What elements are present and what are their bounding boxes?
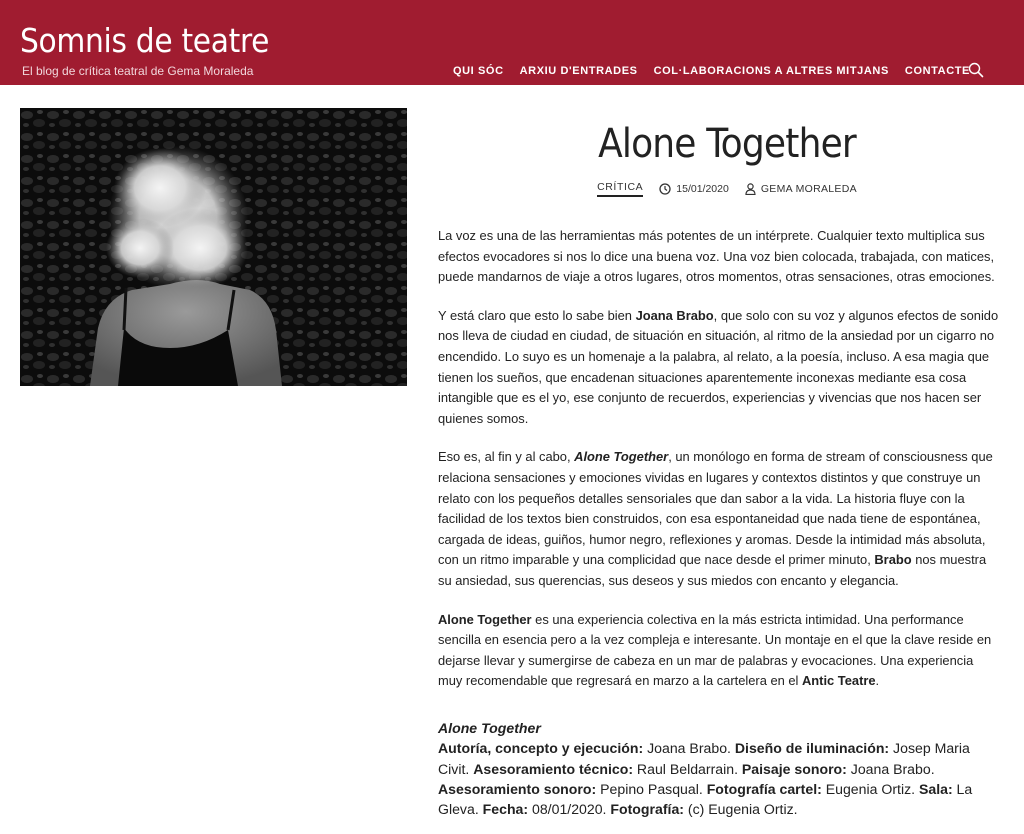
site-header	[0, 0, 1024, 85]
credit-line: Diseño de iluminación: Josep Maria Civit.	[438, 740, 970, 777]
post-author	[745, 183, 857, 195]
post-date-text[interactable]: 15/01/2020	[676, 183, 729, 195]
nav-item-collaboracions[interactable]: COL·LABORACIONS A ALTRES MITJANS	[653, 65, 889, 77]
nav-item-arxiu[interactable]: ARXIU D'ENTRADES	[519, 65, 638, 77]
nav-item-contacte[interactable]: CONTACTE	[904, 65, 970, 77]
paragraph-3: Eso es, al fin y al cabo, Alone Together, un monólogo en forma de stream of consciousness que relaciona sensaciones y emociones vividas en lugares y contextos distintos y que construye un relato con los pequeños detalles sensoriales que dan sabor a la vida. La historia fluye con la facilidad de los textos bien construidos, con esa espontaneidad que nada tiene de espontánea, cargada de ideas, guiños, humor negro, reflexiones y aromas. Desde la intimidad más absoluta, con un ritmo imparable y una complicidad que nace desde el primer minuto, Brabo nos muestra su ansiedad, sus querencias, sus deseos y sus miedos con encanto y elegancia.	[438, 449, 993, 588]
credit-line: Fecha: 08/01/2020.	[482, 801, 611, 818]
paragraph-1: La voz es una de las herramientas más potentes de un intérprete. Cualquier texto multiplica sus efectos evocadores si nos lo dice una buena voz. Una voz bien colocada, trabajada, con matices, puede mandarnos de viaje a otros lugares, otros momentos, otras sensaciones, otras emociones.	[438, 228, 995, 285]
site-title-link[interactable]: Somnis de teatre	[20, 21, 270, 60]
post-date	[659, 183, 729, 195]
credit-line: Sala: La Gleva.	[438, 780, 973, 818]
user-icon	[745, 183, 756, 195]
nav-item-qui-soc[interactable]: QUI SÓC	[452, 65, 504, 77]
main-nav	[453, 64, 970, 78]
search-icon[interactable]	[968, 62, 984, 78]
post-title: Alone Together	[598, 121, 856, 167]
paragraph-4: Alone Together es una experiencia colectiva en la más estricta intimidad. Una performance sencilla en esencia pero a la vez compleja e interesante. Un montaje en el que la clave reside en dejarse llevar y sumergirse de cabeza en un mar de palabras y evocaciones. Una experiencia muy recomendable que regresará en marzo a la cartelera en el Antic Teatre.	[438, 611, 992, 689]
credits-block	[438, 718, 998, 819]
clock-icon	[659, 183, 671, 195]
post-author-name[interactable]: GEMA MORALEDA	[760, 183, 857, 195]
credit-line: Fotografía: (c) Eugenia Ortiz.	[610, 801, 798, 818]
credit-line: Fotografía cartel: Eugenia Ortiz.	[706, 780, 919, 797]
post-content	[438, 226, 1000, 710]
credit-line: Autoría, concepto y ejecución: Joana Brabo.	[438, 740, 735, 757]
category-link[interactable]: CRÍTICA	[597, 181, 643, 197]
post-meta	[437, 181, 1017, 197]
paragraph-2: Y está claro que esto lo sabe bien Joana Brabo, que solo con su voz y algunos efectos de sonido nos lleva de ciudad en ciudad, de situación en situación, al ritmo de la ansiedad por un cigarro no encendido. Lo suyo es un homenaje a la palabra, al relato, a la poesía, incluso. A esa magia que tienen los sueños, que encadenan situaciones aparentemente inconexas mediante esa cosa intangible que es el yo, ese conjunto de recuerdos, experiencias y vivencias que nos hacen ser quienes somos.	[438, 307, 999, 426]
site-tagline: El blog de crítica teatral de Gema Moraleda	[22, 64, 254, 78]
featured-image	[20, 108, 407, 386]
credit-line: Paisaje sonoro: Joana Brabo.	[741, 760, 935, 777]
credits-title: Alone Together	[438, 720, 541, 736]
credit-line: Asesoramiento técnico: Raul Beldarrain.	[473, 760, 742, 777]
credit-line: Asesoramiento sonoro: Pepino Pasqual.	[438, 780, 707, 797]
